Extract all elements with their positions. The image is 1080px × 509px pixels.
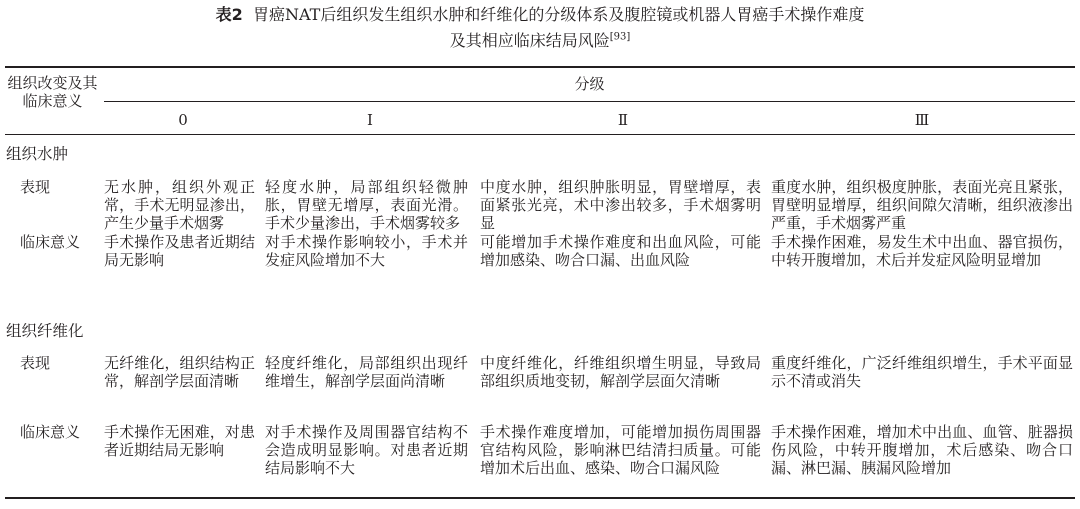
header-divider xyxy=(104,101,1075,102)
row-label-fibrosis-appearance: 表现 xyxy=(20,354,51,372)
row-label-fibrosis-significance: 临床意义 xyxy=(20,423,81,441)
cell-edema-significance-0: 手术操作及患者近期结局无影响 xyxy=(104,233,255,269)
cell-fibrosis-appearance-3: 重度纤维化，广泛纤维组织增生，手术平面显示不清或消失 xyxy=(771,354,1073,390)
top-rule xyxy=(5,66,1075,68)
citation-ref: [93] xyxy=(609,31,631,43)
cell-edema-appearance-1: 轻度水肿，局部组织轻微肿胀，胃壁无增厚，表面光滑。手术少量渗出，手术烟雾较多 xyxy=(265,178,468,232)
cell-fibrosis-significance-1: 对手术操作及周围器官结构不会造成明显影响。对患者近期结局影响不大 xyxy=(265,423,468,477)
cell-fibrosis-appearance-1: 轻度纤维化，局部组织出现纤维增生，解剖学层面尚清晰 xyxy=(265,354,468,390)
cell-edema-significance-3: 手术操作困难，易发生术中出血、器官损伤，中转开腹增加，术后并发症风险明显增加 xyxy=(771,233,1073,269)
section-title-fibrosis: 组织纤维化 xyxy=(6,322,84,340)
grade-1-header: Ⅰ xyxy=(367,111,373,129)
grade-2-header: Ⅱ xyxy=(617,111,629,129)
row-label-header: 组织改变及其临床意义 xyxy=(7,74,98,110)
cell-fibrosis-significance-3: 手术操作困难，增加术中出血、血管、脏器损伤风险，中转开腹增加，术后感染、吻合口漏、淋巴漏、胰漏风险增加 xyxy=(771,423,1073,477)
table-title-line2: 及其相应临床结局风险 xyxy=(449,31,610,50)
cell-edema-appearance-3: 重度水肿，组织极度肿胀，表面光亮且紧张，胃壁明显增厚，组织间隙欠清晰，组织液渗出严重，手术烟雾严重 xyxy=(771,178,1073,232)
bottom-rule xyxy=(5,497,1075,499)
grade-3-header: Ⅲ xyxy=(914,111,930,129)
cell-fibrosis-appearance-0: 无纤维化，组织结构正常，解剖学层面清晰 xyxy=(104,354,255,390)
cell-edema-significance-2: 可能增加手术操作难度和出血风险，可能增加感染、吻合口漏、出血风险 xyxy=(480,233,761,269)
table-title xyxy=(0,5,1080,25)
table-title-line1: 胃癌NAT后组织发生组织水肿和纤维化的分级体系及腹腔镜或机器人胃癌手术操作难度 xyxy=(252,5,865,24)
table-label: 表2 xyxy=(215,5,243,24)
cell-fibrosis-appearance-2: 中度纤维化，纤维组织增生明显，导致局部组织质地变韧，解剖学层面欠清晰 xyxy=(480,354,761,390)
row-label-edema-appearance: 表现 xyxy=(20,178,51,196)
cell-fibrosis-significance-0: 手术操作无困难，对患者近期结局无影响 xyxy=(104,423,255,459)
table-title-continued xyxy=(0,31,1080,51)
cell-edema-significance-1: 对手术操作影响较小，手术并发症风险增加不大 xyxy=(265,233,468,269)
header-bottom-rule xyxy=(5,134,1075,135)
cell-edema-appearance-2: 中度水肿，组织肿胀明显，胃壁增厚，表面紧张光亮，术中渗出较多，手术烟雾明显 xyxy=(480,178,761,232)
grade-group-header: 分级 xyxy=(574,75,605,93)
row-label-edema-significance: 临床意义 xyxy=(20,233,81,251)
section-title-edema: 组织水肿 xyxy=(6,145,69,163)
grade-0-header: 0 xyxy=(178,111,188,129)
cell-edema-appearance-0: 无水肿，组织外观正常，手术无明显渗出，产生少量手术烟雾 xyxy=(104,178,255,232)
cell-fibrosis-significance-2: 手术操作难度增加，可能增加损伤周围器官结构风险，影响淋巴结清扫质量。可能增加术后出血、感染、吻合口漏风险 xyxy=(480,423,761,477)
